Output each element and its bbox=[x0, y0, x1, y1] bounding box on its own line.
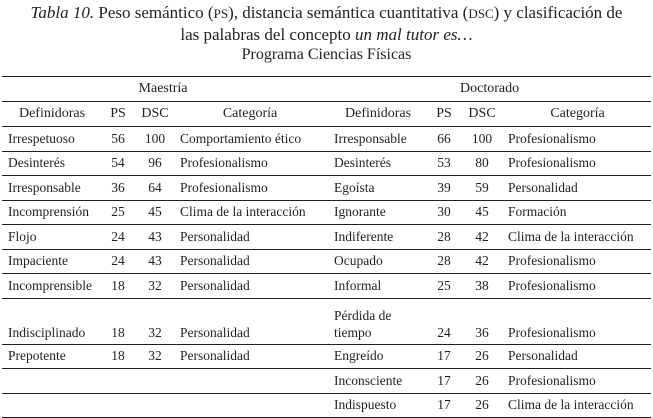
program-subtitle: Programa Ciencias Físicas bbox=[241, 46, 412, 63]
table-row bbox=[2, 127, 651, 152]
col-header-categoria-right: Categoría bbox=[504, 102, 651, 127]
cell-categoria-right: Profesionalismo bbox=[504, 369, 651, 394]
cell-definidora-left: Prepotente bbox=[2, 344, 102, 369]
table-row bbox=[2, 274, 651, 299]
table-row bbox=[2, 225, 651, 250]
cell-ps-right: 66 bbox=[428, 127, 460, 152]
cell-ps-right: 17 bbox=[428, 344, 460, 369]
cell-ps-right: 28 bbox=[428, 225, 460, 250]
cell-dsc-left bbox=[134, 393, 176, 418]
cell-definidora-right: Desinterés bbox=[328, 151, 428, 176]
cell-categoria-left: Clima de la interacción bbox=[176, 200, 324, 225]
cell-dsc-right: 59 bbox=[460, 176, 504, 201]
cell-dsc-left: 45 bbox=[134, 200, 176, 225]
table-row bbox=[2, 369, 651, 394]
cell-categoria-right: Profesionalismo bbox=[504, 249, 651, 274]
cell-ps-right: 53 bbox=[428, 151, 460, 176]
cell-ps-left: 18 bbox=[102, 274, 134, 299]
group-header-row bbox=[2, 77, 651, 102]
col-header-definidoras-left: Definidoras bbox=[2, 102, 102, 127]
cell-ps-right: 17 bbox=[428, 393, 460, 418]
table-row bbox=[2, 200, 651, 225]
dsc-abbreviation: DSC bbox=[468, 6, 494, 21]
cell-ps-left: 36 bbox=[102, 176, 134, 201]
cell-dsc-right: 38 bbox=[460, 274, 504, 299]
cell-dsc-left: 96 bbox=[134, 151, 176, 176]
col-header-dsc-left: DSC bbox=[134, 102, 176, 127]
cell-definidora-right: Informal bbox=[328, 274, 428, 299]
caption-text-b: ), distancia semántica cuantitativa ( bbox=[228, 3, 469, 22]
cell-definidora-left: Flojo bbox=[2, 225, 102, 250]
cell-ps-left: 25 bbox=[102, 200, 134, 225]
cell-categoria-left: Personalidad bbox=[176, 298, 324, 344]
concept-phrase: un mal tutor es… bbox=[355, 25, 473, 44]
cell-ps-right: 28 bbox=[428, 249, 460, 274]
cell-ps-right: 17 bbox=[428, 369, 460, 394]
cell-definidora-right: Ocupado bbox=[328, 249, 428, 274]
col-header-ps-left: PS bbox=[102, 102, 134, 127]
group-doctorado: Doctorado bbox=[328, 77, 651, 102]
col-header-definidoras-right: Definidoras bbox=[328, 102, 428, 127]
col-header-ps-right: PS bbox=[428, 102, 460, 127]
cell-dsc-right: 36 bbox=[460, 298, 504, 344]
cell-dsc-left: 32 bbox=[134, 344, 176, 369]
cell-categoria-right: Formación bbox=[504, 200, 651, 225]
cell-dsc-left: 43 bbox=[134, 225, 176, 250]
table-row bbox=[2, 249, 651, 274]
caption-text-a: Peso semántico ( bbox=[94, 3, 214, 22]
cell-dsc-right: 45 bbox=[460, 200, 504, 225]
table-row bbox=[2, 393, 651, 418]
cell-definidora-left bbox=[2, 393, 102, 418]
cell-ps-left bbox=[102, 393, 134, 418]
cell-categoria-left: Profesionalismo bbox=[176, 151, 324, 176]
cell-ps-left: 56 bbox=[102, 127, 134, 152]
cell-dsc-left: 32 bbox=[134, 298, 176, 344]
cell-ps-left: 18 bbox=[102, 298, 134, 344]
cell-categoria-right: Profesionalismo bbox=[504, 274, 651, 299]
cell-categoria-left: Personalidad bbox=[176, 225, 324, 250]
cell-categoria-left bbox=[176, 369, 324, 394]
cell-categoria-right: Personalidad bbox=[504, 344, 651, 369]
table-row bbox=[2, 298, 651, 344]
cell-ps-left: 54 bbox=[102, 151, 134, 176]
cell-dsc-left: 100 bbox=[134, 127, 176, 152]
col-header-dsc-right: DSC bbox=[460, 102, 504, 127]
table-caption bbox=[0, 2, 653, 45]
caption-line-2 bbox=[0, 24, 653, 45]
cell-definidora-left: Indisciplinado bbox=[2, 298, 102, 344]
cell-definidora-left: Incomprensible bbox=[2, 274, 102, 299]
semantic-weight-table bbox=[2, 76, 651, 418]
caption-text-c: ) y clasificación de bbox=[493, 3, 623, 22]
cell-ps-left: 18 bbox=[102, 344, 134, 369]
table-row bbox=[2, 176, 651, 201]
cell-categoria-right: Personalidad bbox=[504, 176, 651, 201]
cell-definidora-right: Pérdida de tiempo bbox=[328, 298, 428, 344]
cell-definidora-left: Desinterés bbox=[2, 151, 102, 176]
cell-definidora-right: Indiferente bbox=[328, 225, 428, 250]
table-label: Tabla 10. bbox=[30, 3, 95, 22]
cell-dsc-right: 80 bbox=[460, 151, 504, 176]
cell-ps-left: 24 bbox=[102, 225, 134, 250]
ps-abbreviation: PS bbox=[213, 6, 229, 21]
cell-definidora-right: Ignorante bbox=[328, 200, 428, 225]
cell-dsc-right: 26 bbox=[460, 344, 504, 369]
cell-dsc-left: 43 bbox=[134, 249, 176, 274]
group-maestria: Maestría bbox=[2, 77, 324, 102]
cell-categoria-left: Profesionalismo bbox=[176, 176, 324, 201]
cell-categoria-right: Profesionalismo bbox=[504, 127, 651, 152]
cell-dsc-right: 100 bbox=[460, 127, 504, 152]
caption-text-d: las palabras del concepto bbox=[180, 25, 356, 44]
cell-definidora-left: Irrespetuoso bbox=[2, 127, 102, 152]
cell-categoria-right: Clima de la interacción bbox=[504, 225, 651, 250]
table-row bbox=[2, 151, 651, 176]
cell-definidora-left bbox=[2, 369, 102, 394]
cell-dsc-right: 26 bbox=[460, 393, 504, 418]
caption-line-1 bbox=[0, 2, 653, 24]
cell-dsc-left: 32 bbox=[134, 274, 176, 299]
cell-dsc-left: 64 bbox=[134, 176, 176, 201]
cell-ps-right: 30 bbox=[428, 200, 460, 225]
cell-definidora-left: Irresponsable bbox=[2, 176, 102, 201]
cell-categoria-right: Clima de la interacción bbox=[504, 393, 651, 418]
cell-categoria-left: Comportamiento ético bbox=[176, 127, 324, 152]
col-header-categoria-left: Categoría bbox=[176, 102, 324, 127]
table-row bbox=[2, 344, 651, 369]
cell-categoria-right: Profesionalismo bbox=[504, 151, 651, 176]
cell-dsc-left bbox=[134, 369, 176, 394]
cell-dsc-right: 42 bbox=[460, 225, 504, 250]
cell-dsc-right: 42 bbox=[460, 249, 504, 274]
cell-ps-right: 24 bbox=[428, 298, 460, 344]
cell-categoria-right: Profesionalismo bbox=[504, 298, 651, 344]
cell-definidora-right: Inconsciente bbox=[328, 369, 428, 394]
cell-definidora-right: Indispuesto bbox=[328, 393, 428, 418]
cell-definidora-right: Egoísta bbox=[328, 176, 428, 201]
cell-ps-left: 24 bbox=[102, 249, 134, 274]
column-header-row bbox=[2, 102, 651, 127]
cell-categoria-left: Personalidad bbox=[176, 344, 324, 369]
cell-categoria-left: Personalidad bbox=[176, 274, 324, 299]
cell-ps-right: 39 bbox=[428, 176, 460, 201]
cell-definidora-right: Irresponsable bbox=[328, 127, 428, 152]
cell-categoria-left: Personalidad bbox=[176, 249, 324, 274]
cell-ps-right: 25 bbox=[428, 274, 460, 299]
cell-definidora-right: Engreído bbox=[328, 344, 428, 369]
cell-definidora-left: Impaciente bbox=[2, 249, 102, 274]
cell-ps-left bbox=[102, 369, 134, 394]
cell-categoria-left bbox=[176, 393, 324, 418]
cell-definidora-left: Incomprensión bbox=[2, 200, 102, 225]
cell-dsc-right: 26 bbox=[460, 369, 504, 394]
